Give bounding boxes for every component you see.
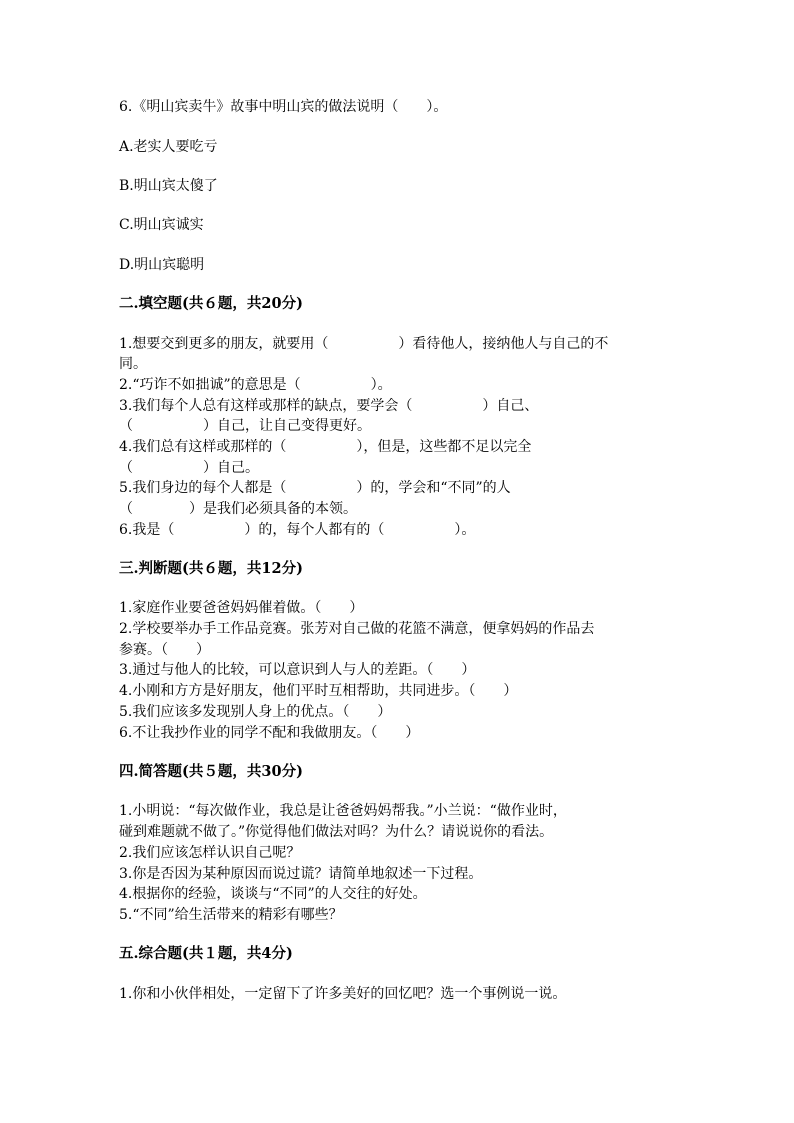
judge-line: 2.学校要举办手工作品竞赛。张芳对自己做的花篮不满意，便拿妈妈的作品去 xyxy=(119,621,595,637)
section-title-short-answer: 四.简答题(共５题，共30分) xyxy=(119,763,303,780)
short-answer-line: 4.根据你的经验，谈谈与“不同”的人交往的好处。 xyxy=(119,886,427,902)
short-answer-line: 1.小明说：“每次做作业，我总是让爸爸妈妈帮我。”小兰说：“做作业时， xyxy=(119,803,567,819)
fill-line: （ ）自己。 xyxy=(119,460,259,476)
question-6-option-d: D.明山宾聪明 xyxy=(119,257,205,273)
fill-line: （ ）是我们必须具备的本领。 xyxy=(119,501,357,517)
fill-line: 同。 xyxy=(119,356,147,372)
fill-line: 1.想要交到更多的朋友，就要用（ ）看待他人，接纳他人与自己的不 xyxy=(119,336,609,352)
short-answer-line: 2.我们应该怎样认识自己呢？ xyxy=(119,845,301,861)
question-6-stem: 6.《明山宾卖牛》故事中明山宾的做法说明（ ）。 xyxy=(119,99,448,115)
judge-line: 6.不让我抄作业的同学不配和我做朋友。（ ） xyxy=(119,725,420,741)
fill-line: 3.我们每个人总有这样或那样的缺点，要学会（ ）自己、 xyxy=(119,398,539,414)
judge-line: 4.小刚和方方是好朋友，他们平时互相帮助，共同进步。（ ） xyxy=(119,683,518,699)
fill-line: 2.“巧诈不如拙诚”的意思是（ ）。 xyxy=(119,377,392,393)
section-title-judge: 三.判断题(共６题，共12分) xyxy=(119,560,303,577)
comprehensive-line: 1.你和小伙伴相处，一定留下了许多美好的回忆吧？选一个事例说一说。 xyxy=(119,986,567,1002)
judge-line: 5.我们应该多发现别人身上的优点。（ ） xyxy=(119,704,392,720)
section-title-fill-blank: 二.填空题(共６题，共20分) xyxy=(119,295,303,312)
judge-line: 参赛。（ ） xyxy=(119,642,210,658)
judge-line: 3.通过与他人的比较，可以意识到人与人的差距。（ ） xyxy=(119,662,476,678)
judge-line: 1.家庭作业要爸爸妈妈催着做。（ ） xyxy=(119,600,364,616)
fill-line: 6.我是（ ）的，每个人都有的（ ）。 xyxy=(119,522,476,538)
short-answer-line: 碰到难题就不做了。”你觉得他们做法对吗？为什么？请说说你的看法。 xyxy=(119,824,554,840)
question-6-option-b: B.明山宾太傻了 xyxy=(119,178,218,194)
short-answer-line: 3.你是否因为某种原因而说过谎？请简单地叙述一下过程。 xyxy=(119,866,483,882)
short-answer-line: 5.“不同”给生活带来的精彩有哪些？ xyxy=(119,907,343,923)
fill-line: （ ）自己，让自己变得更好。 xyxy=(119,418,371,434)
fill-line: 5.我们身边的每个人都是（ ）的，学会和“不同”的人 xyxy=(119,480,511,496)
section-title-comprehensive: 五.综合题(共１题，共4分) xyxy=(119,945,293,962)
question-6-option-a: A.老实人要吃亏 xyxy=(119,139,218,155)
fill-line: 4.我们总有这样或那样的（ ），但是，这些都不足以完全 xyxy=(119,439,532,455)
question-6-option-c: C.明山宾诚实 xyxy=(119,217,204,233)
